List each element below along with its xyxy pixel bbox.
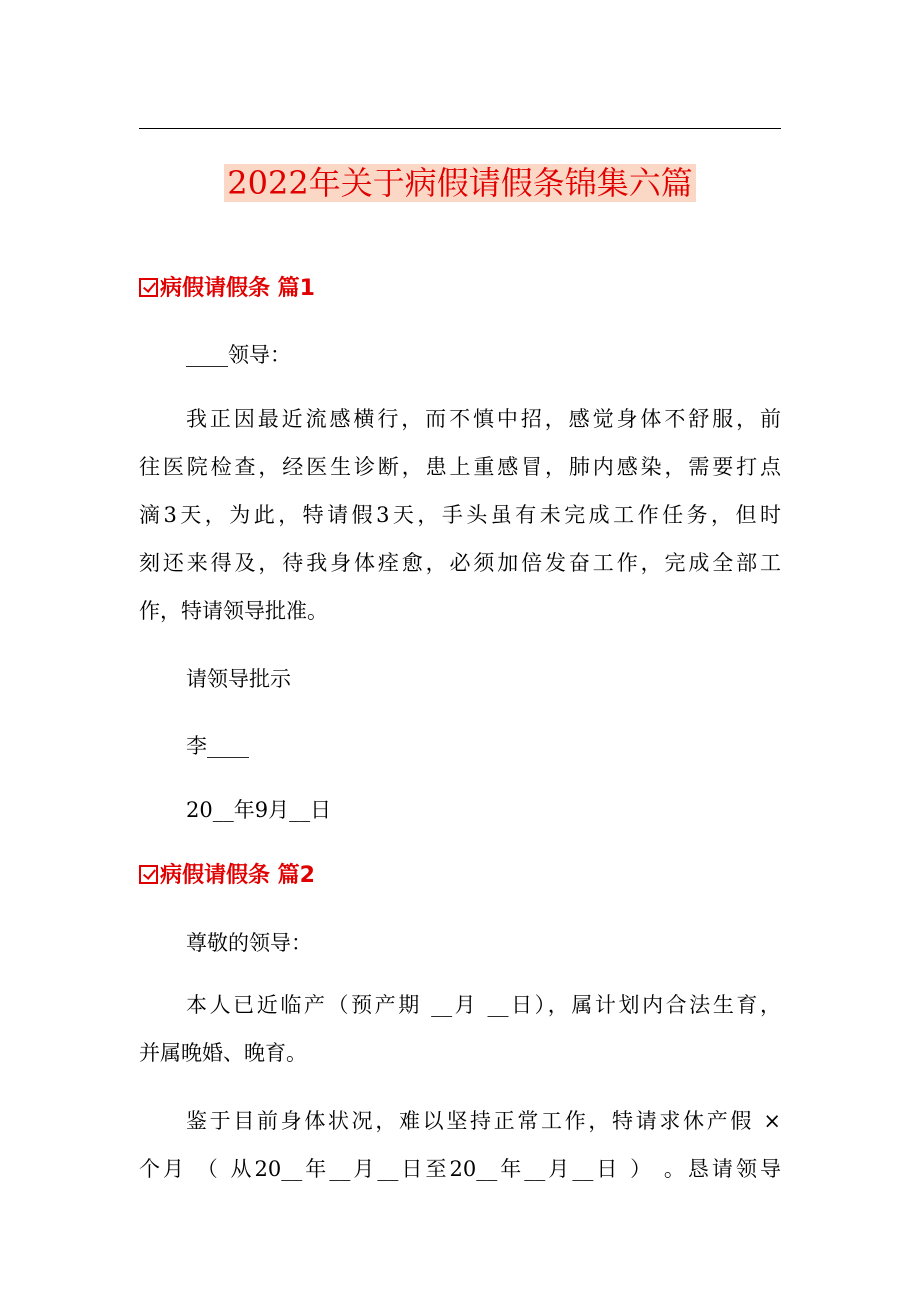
document-title-text: 2022年关于病假请假条锦集六篇 [224, 164, 695, 202]
header-rule [139, 128, 781, 129]
section-1-salutation: ____领导： [186, 343, 291, 367]
section-1-heading-text: 病假请假条 篇1 [160, 276, 315, 301]
body-line: 本人已近临产（预产期 __月 __日），属计划内合法生育， [186, 993, 781, 1017]
document-title [0, 158, 920, 208]
section-1-body [139, 395, 781, 635]
body-line: 作，特请领导批准。 [139, 599, 328, 623]
body-line: 鉴于目前身体状况，难以坚持正常工作，特请求休产假 × [186, 1109, 781, 1133]
body-line: 个月 （ 从20__年__月__日至20__年__月__日 ） 。恳请领导 [139, 1157, 781, 1181]
section-2-paragraph-2 [139, 1097, 781, 1193]
body-line: 往医院检查，经医生诊断，患上重感冒，肺内感染，需要打点 [139, 455, 781, 479]
section-2-heading [139, 861, 315, 891]
section-1-closing: 请领导批示 [186, 667, 291, 691]
body-line: 刻还来得及，待我身体痊愈，必须加倍发奋工作，完成全部工 [139, 551, 781, 575]
body-line: 滴3天，为此，特请假3天，手头虽有未完成工作任务，但时 [139, 503, 781, 527]
section-2-heading-text: 病假请假条 篇2 [160, 863, 315, 888]
body-line: 并属晚婚、晚育。 [139, 1041, 307, 1065]
section-2-paragraph-1 [139, 981, 781, 1077]
body-line: 我正因最近流感横行，而不慎中招，感觉身体不舒服，前 [186, 407, 781, 431]
section-2-salutation: 尊敬的领导： [186, 931, 312, 955]
section-1-signature: 李____ [186, 734, 249, 758]
section-1-date: 20__年9月__日 [186, 798, 332, 822]
section-1-heading [139, 274, 315, 304]
checkbox-icon [139, 865, 158, 884]
checkbox-icon [139, 278, 158, 297]
